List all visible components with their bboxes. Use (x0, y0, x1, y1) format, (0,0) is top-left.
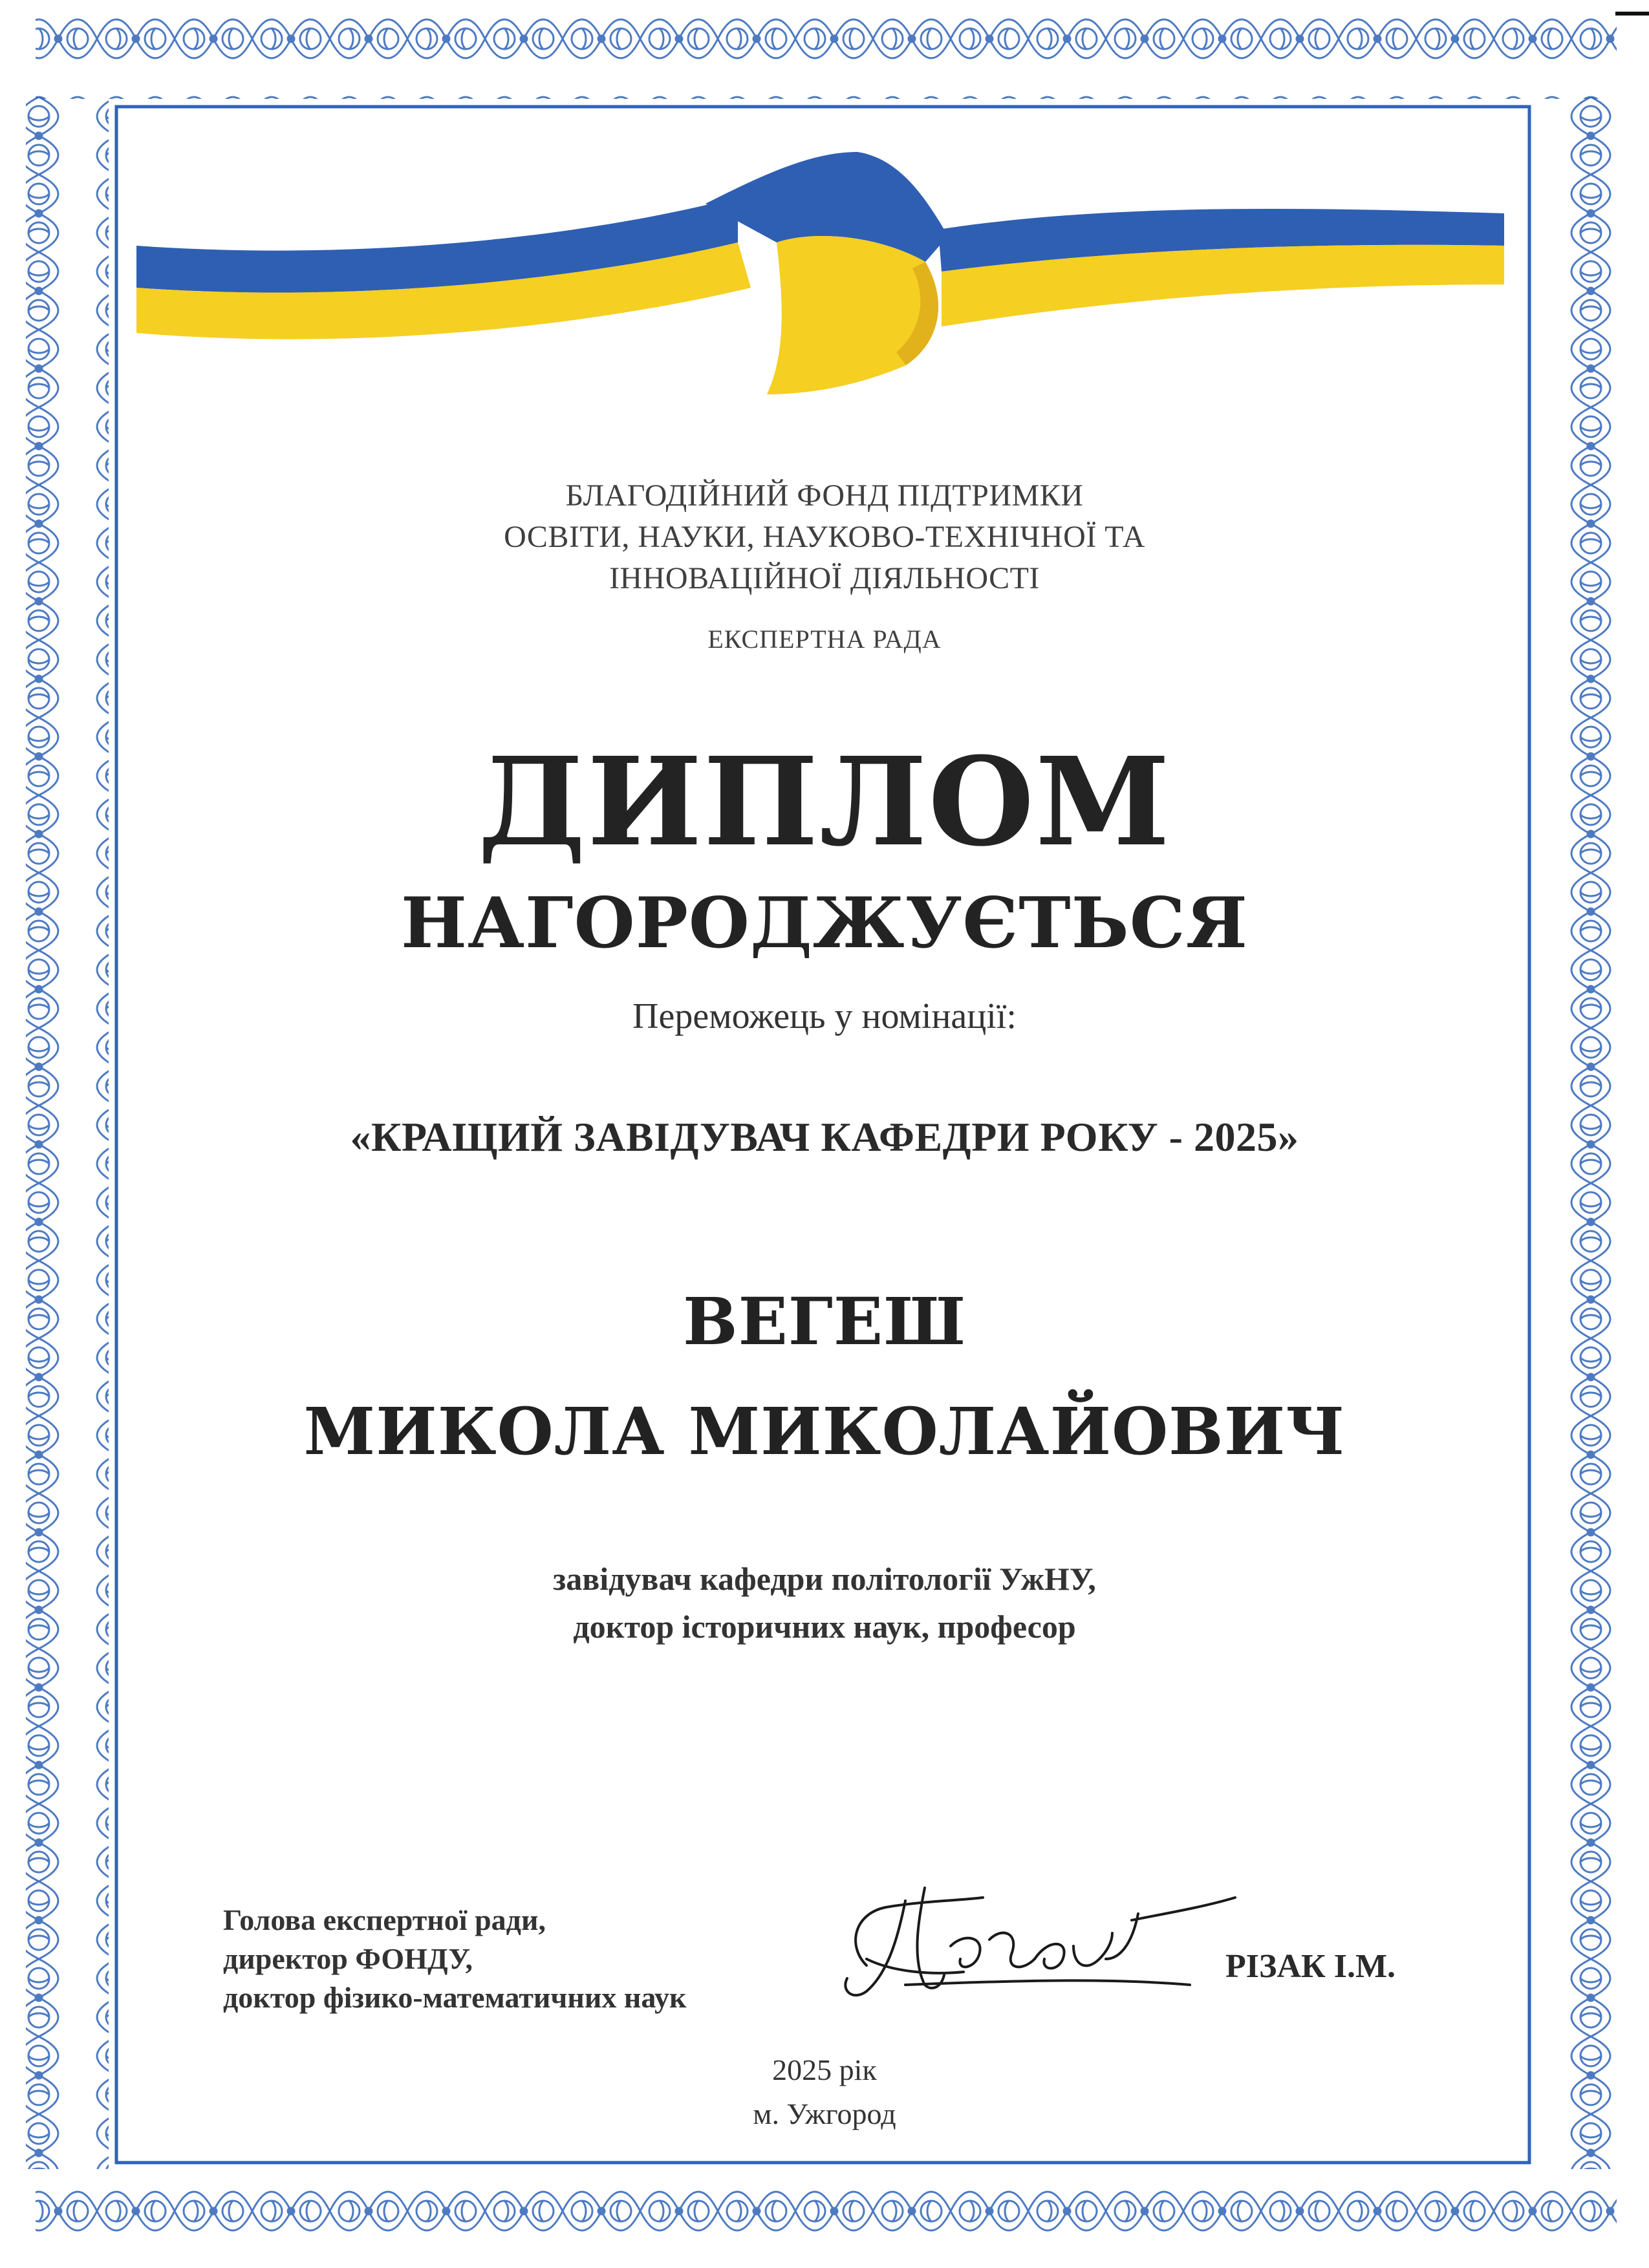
issue-city: м. Ужгород (753, 2097, 896, 2130)
diploma-title: ДИПЛОМ (477, 731, 1172, 873)
signatory-name: РІЗАК І.М. (1225, 1948, 1396, 1985)
handwritten-signature (828, 1862, 1242, 2017)
recipient-position-line: доктор історичних наук, професор (573, 1609, 1076, 1645)
footer (0, 2048, 1649, 2136)
signatory-title-line: Голова експертної ради, (223, 1903, 546, 1936)
signatory-title-line: директор ФОНДУ, (223, 1942, 473, 1975)
recipient-given-names: МИКОЛА МИКОЛАЙОВИЧ (303, 1393, 1346, 1470)
organization-line: ОСВІТИ, НАУКИ, НАУКОВО-ТЕХНІЧНОЇ ТА (504, 520, 1145, 554)
nomination-title: «КРАЩИЙ ЗАВІДУВАЧ КАФЕДРИ РОКУ - 2025» (350, 1114, 1299, 1160)
organization-line: БЛАГОДІЙНИЙ ФОНД ПІДТРИМКИ (565, 478, 1084, 513)
nomination-label: Переможець у номінації: (632, 996, 1017, 1036)
organization-name (0, 475, 1649, 599)
signatory-title-line: доктор фізико-математичних наук (223, 1981, 687, 2014)
recipient-surname: ВЕГЕШ (683, 1283, 966, 1360)
expert-council-label: ЕКСПЕРТНА РАДА (707, 625, 942, 654)
recipient-position-line: завідувач кафедри політології УжНУ, (553, 1561, 1096, 1597)
flag-ribbon-image (136, 139, 1504, 401)
awarded-heading: НАГОРОДЖУЄТЬСЯ (401, 883, 1248, 964)
scan-edge-mark (1615, 12, 1649, 16)
issue-year: 2025 рік (772, 2053, 877, 2086)
recipient-position (0, 1555, 1649, 1651)
signatory-titles (223, 1901, 687, 2017)
organization-line: ІННОВАЦІЙНОЇ ДІЯЛЬНОСТІ (609, 561, 1040, 595)
